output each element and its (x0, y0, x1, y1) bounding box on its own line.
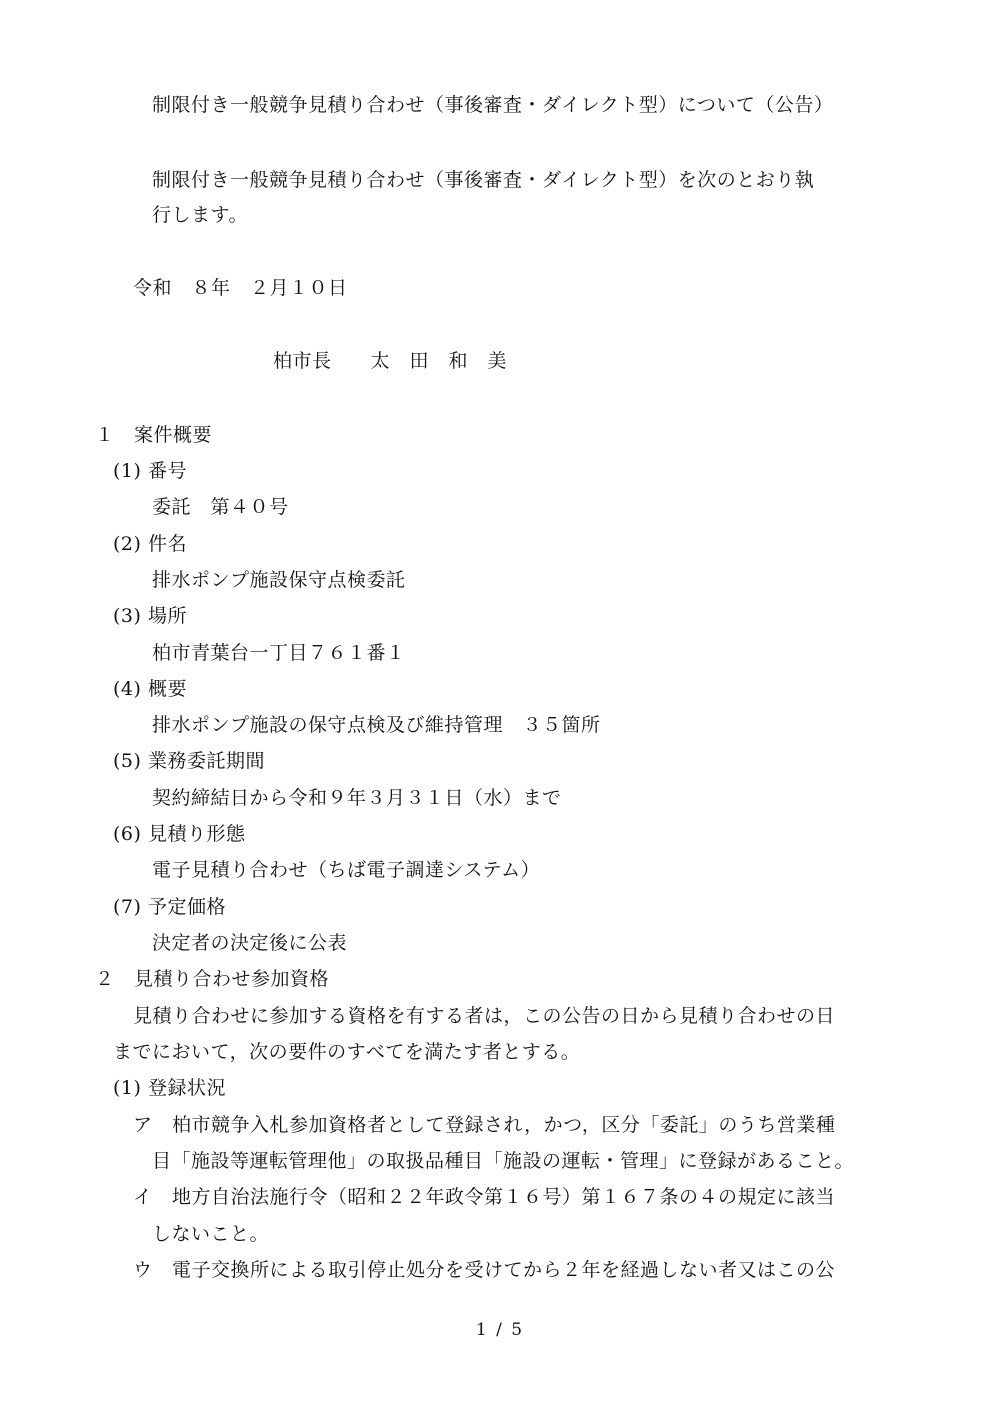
intro-text: 制限付き一般競争見積り合わせ（事後審査・ダイレクト型）を次のとおり執 (152, 169, 815, 191)
section-2-intro: 見積り合わせに参加する資格を有する者は，この公告の日から見積り合わせの日 (133, 1005, 836, 1027)
item-period-label: (5) 業務委託期間 (113, 750, 265, 772)
section-1-heading: １ 案件概要 (95, 424, 213, 446)
item-period-value: 契約締結日から令和９年３月３１日（水）まで (152, 787, 562, 809)
requirement-u: ウ 電子交換所による取引停止処分を受けてから２年を経過しない者又はこの公 (133, 1259, 836, 1281)
page-number: 1 / 5 (475, 1320, 525, 1340)
item-location-value: 柏市青葉台一丁目７６１番１ (152, 642, 406, 664)
item-overview-value: 排水ポンプ施設の保守点検及び維持管理 ３５箇所 (152, 714, 601, 736)
section-2-heading: ２ 見積り合わせ参加資格 (95, 968, 330, 990)
intro-text-continued: 行します。 (152, 204, 248, 226)
requirement-a-continued: 目「施設等運転管理他」の取扱品種目「施設の運転・管理」に登録があること。 (152, 1150, 855, 1172)
requirement-i-continued: しないこと。 (152, 1223, 270, 1245)
registration-status-label: (1) 登録状況 (113, 1077, 226, 1099)
item-price-label: (7) 予定価格 (113, 896, 226, 918)
notice-date: 令和 ８年 ２月１０日 (133, 277, 348, 299)
item-name-label: (2) 件名 (113, 533, 187, 555)
section-2-intro-continued: までにおいて，次の要件のすべてを満たす者とする。 (113, 1041, 581, 1063)
item-number-value: 委託 第４０号 (152, 496, 289, 518)
item-location-label: (3) 場所 (113, 605, 187, 627)
item-name-value: 排水ポンプ施設保守点検委託 (152, 569, 406, 591)
item-overview-label: (4) 概要 (113, 678, 187, 700)
requirement-a: ア 柏市競争入札参加資格者として登録され，かつ，区分「委託」のうち営業種 (133, 1114, 836, 1136)
requirement-i: イ 地方自治法施行令（昭和２２年政令第１６号）第１６７条の４の規定に該当 (133, 1186, 836, 1208)
issuer-name: 柏市長 太 田 和 美 (273, 350, 508, 372)
item-format-value: 電子見積り合わせ（ちば電子調達システム） (152, 859, 541, 881)
item-number-label: (1) 番号 (113, 460, 187, 482)
item-format-label: (6) 見積り形態 (113, 823, 246, 845)
notice-title: 制限付き一般競争見積り合わせ（事後審査・ダイレクト型）について（公告） (152, 94, 834, 116)
item-price-value: 決定者の決定後に公表 (152, 932, 348, 954)
